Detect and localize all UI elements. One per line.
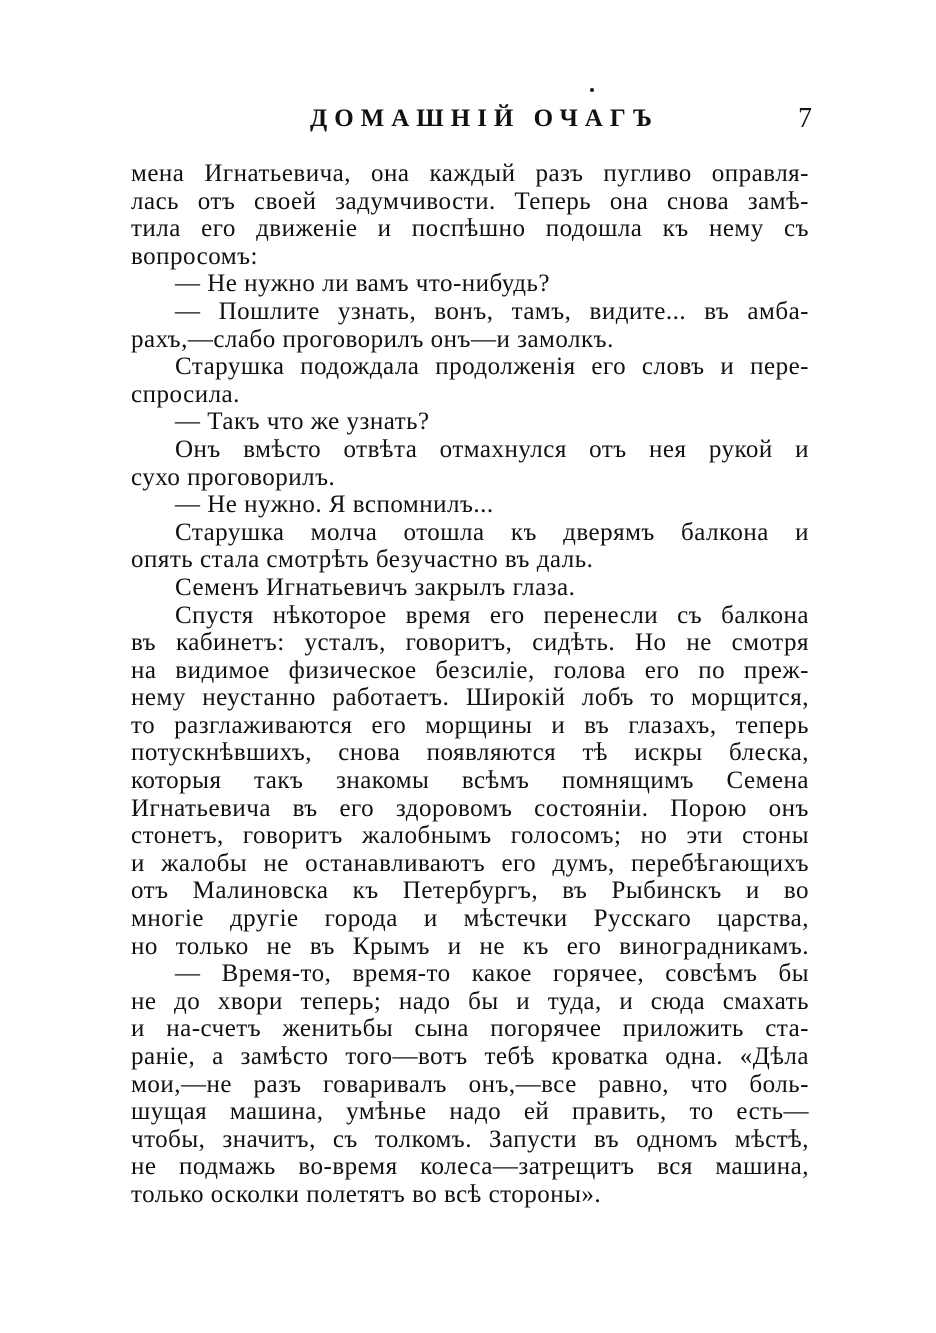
text-line: — Не нужно. Я вспомнилъ... <box>175 491 494 519</box>
text-line: Онъ вмѣсто отвѣта отмахнулся отъ нея рукой и <box>175 435 809 463</box>
text-line: спросила. <box>131 380 240 408</box>
text-line: въ кабинетъ: усталъ, говоритъ, сидѣть. Но не смотря <box>131 629 809 657</box>
text-line: чтобы, значитъ, съ толкомъ. Запусти въ одномъ мѣстѣ, <box>131 1125 809 1153</box>
page-number: 7 <box>798 103 812 134</box>
text-line: стонетъ, говоритъ жалобнымъ голосомъ; но эти стоны <box>131 822 809 850</box>
text-line: шущая машина, умѣнье надо ей править, то есть— <box>131 1098 809 1126</box>
text-line: сухо проговорилъ. <box>131 463 336 491</box>
text-line: — Такъ что же узнать? <box>175 408 430 436</box>
text-line: только осколки полетятъ во всѣ стороны». <box>131 1180 602 1208</box>
text-line: не до хвори теперь; надо бы и туда, и сюда смахать <box>131 987 809 1015</box>
running-head <box>130 105 820 141</box>
text-line: и жалобы не останавливаютъ его думъ, перебѣгающихъ <box>131 849 809 877</box>
text-line: нему неустанно работаетъ. Широкій лобъ то морщится, <box>131 684 809 712</box>
text-line: которыя такъ знакомы всѣмъ помнящимъ Семена <box>131 767 809 795</box>
text-line: то разглаживаются его морщины и въ глазахъ, теперь <box>131 711 809 739</box>
running-title: ДОМАШНІЙ ОЧАГЪ <box>310 105 659 132</box>
text-line: — Время-то, время-то какое горячее, совсѣмъ бы <box>175 960 809 988</box>
text-line: Семенъ Игнатьевичъ закрылъ глаза. <box>175 573 576 601</box>
text-line: раніе, а замѣсто того—вотъ тебѣ кроватка одна. «Дѣла <box>131 1043 809 1070</box>
text-line: — Пошлите узнать, вонъ, тамъ, видите... въ амба- <box>175 297 809 325</box>
text-line: мои,—не разъ говаривалъ онъ,—все равно, что боль- <box>131 1070 809 1098</box>
text-line: опять стала смотрѣть безучастно въ даль. <box>131 546 594 574</box>
text-line: на видимое физическое безсиліе, голова его по преж- <box>131 656 809 684</box>
text-line: — Не нужно ли вамъ что-нибудь? <box>175 270 550 298</box>
text-line: отъ Малиновска къ Петербургъ, въ Рыбинскъ и во <box>131 877 809 905</box>
text-line: лась отъ своей задумчивости. Теперь она снова замѣ- <box>131 187 809 215</box>
text-line: потускнѣвшихъ, снова появляются тѣ искры блеска, <box>131 739 809 767</box>
text-line: Старушка подождала продолженія его словъ и пере- <box>175 353 809 381</box>
text-line: Старушка молча отошла къ дверямъ балкона и <box>175 518 809 546</box>
text-line: тила его движеніе и поспѣшно подошла къ нему съ <box>131 215 809 243</box>
text-line: мена Игнатьевича, она каждый разъ пугливо оправля- <box>131 160 809 187</box>
text-line: Спустя нѣкоторое время его перенесли съ балкона <box>175 601 809 629</box>
body-text <box>131 160 809 1209</box>
text-line: не подмажь во-время колеса—затрещитъ вся машина, <box>131 1153 809 1181</box>
text-line: и на-счетъ женитьбы сына погорячее приложить ста- <box>131 1015 809 1043</box>
text-line: Игнатьевича въ его здоровомъ состояніи. Порою онъ <box>131 794 809 822</box>
text-line: многіе другіе города и мѣстечки Русскаго царства, <box>131 905 809 933</box>
text-line: рахъ,—слабо проговорилъ онъ—и замолкъ. <box>131 325 614 353</box>
text-line: но только не въ Крымъ и не къ его виноградникамъ. <box>131 932 809 960</box>
text-line: вопросомъ: <box>131 242 258 270</box>
ink-speck <box>590 88 594 92</box>
